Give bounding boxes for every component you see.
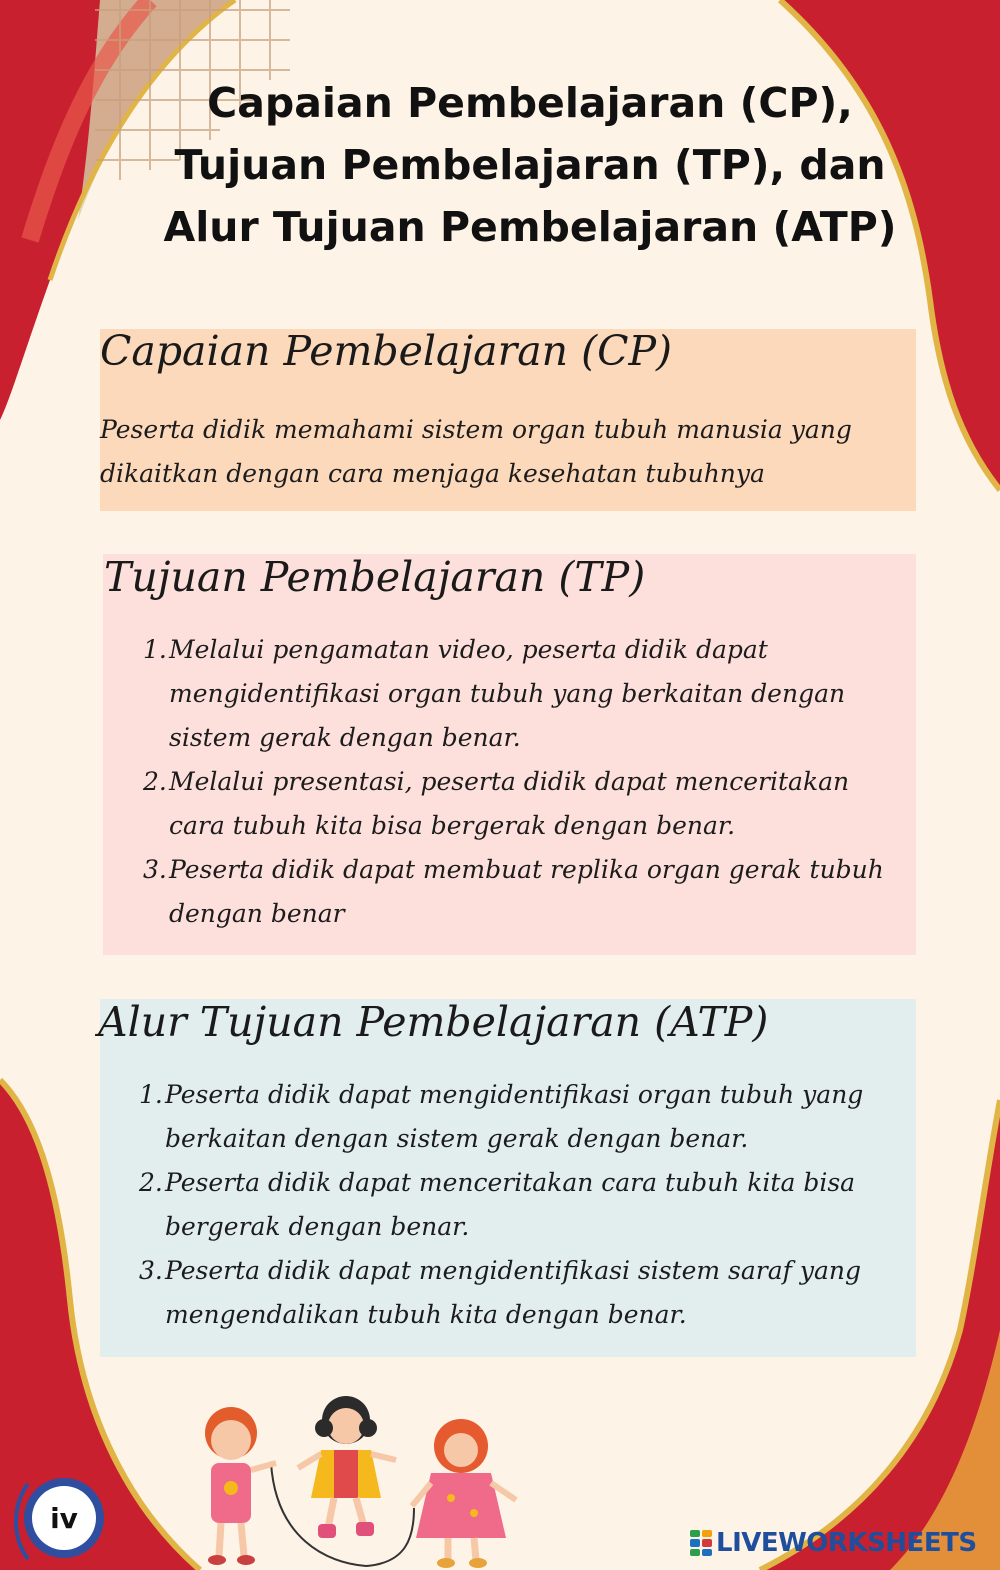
list-text: Peserta didik dapat membuat replika organ gerak tubuh dengan benar — [169, 855, 884, 928]
list-text: Peserta didik dapat menceritakan cara tubuh kita bisa bergerak dengan benar. — [165, 1168, 856, 1241]
list-text: Melalui presentasi, peserta didik dapat menceritakan cara tubuh kita bisa bergerak dengan benar. — [169, 767, 850, 840]
tp-list — [143, 628, 903, 936]
badge-circle — [24, 1478, 104, 1558]
badge-label: iv — [32, 1486, 96, 1550]
title-line: Tujuan Pembelajaran (TP), dan — [174, 141, 886, 189]
children-illustration — [186, 1388, 536, 1570]
cp-heading: Capaian Pembelajaran (CP) — [100, 327, 673, 375]
list-number: 3. — [139, 1256, 163, 1285]
atp-list — [139, 1073, 879, 1337]
list-item — [139, 1249, 879, 1337]
tp-heading: Tujuan Pembelajaran (TP) — [104, 553, 646, 601]
list-item — [139, 1073, 879, 1161]
list-text: Melalui pengamatan video, peserta didik dapat mengidentifikasi organ tubuh yang berkaitan dengan sistem gerak dengan benar. — [169, 635, 846, 752]
liveworksheets-logo[interactable] — [690, 1523, 977, 1563]
page-title — [150, 72, 910, 258]
title-line: Alur Tujuan Pembelajaran (ATP) — [163, 203, 897, 251]
iv-badge[interactable] — [14, 1474, 104, 1564]
list-number: 1. — [139, 1080, 163, 1109]
list-item — [143, 848, 903, 936]
atp-heading: Alur Tujuan Pembelajaran (ATP) — [98, 998, 769, 1046]
list-text: Peserta didik dapat mengidentifikasi organ tubuh yang berkaitan dengan sistem gerak dengan benar. — [165, 1080, 864, 1153]
list-item — [143, 760, 903, 848]
list-number: 2. — [139, 1168, 163, 1197]
logo-grid-icon — [690, 1530, 712, 1556]
list-number: 3. — [143, 855, 167, 884]
logo-text: LIVEWORKSHEETS — [716, 1528, 977, 1558]
list-number: 1. — [143, 635, 167, 664]
list-number: 2. — [143, 767, 167, 796]
list-item — [143, 628, 903, 760]
cp-text: Peserta didik memahami sistem organ tubuh manusia yang dikaitkan dengan cara menjaga kesehatan tubuhnya — [100, 415, 852, 488]
list-text: Peserta didik dapat mengidentifikasi sistem saraf yang mengendalikan tubuh kita dengan benar. — [165, 1256, 861, 1329]
title-line: Capaian Pembelajaran (CP), — [207, 79, 853, 127]
list-item — [139, 1161, 879, 1249]
